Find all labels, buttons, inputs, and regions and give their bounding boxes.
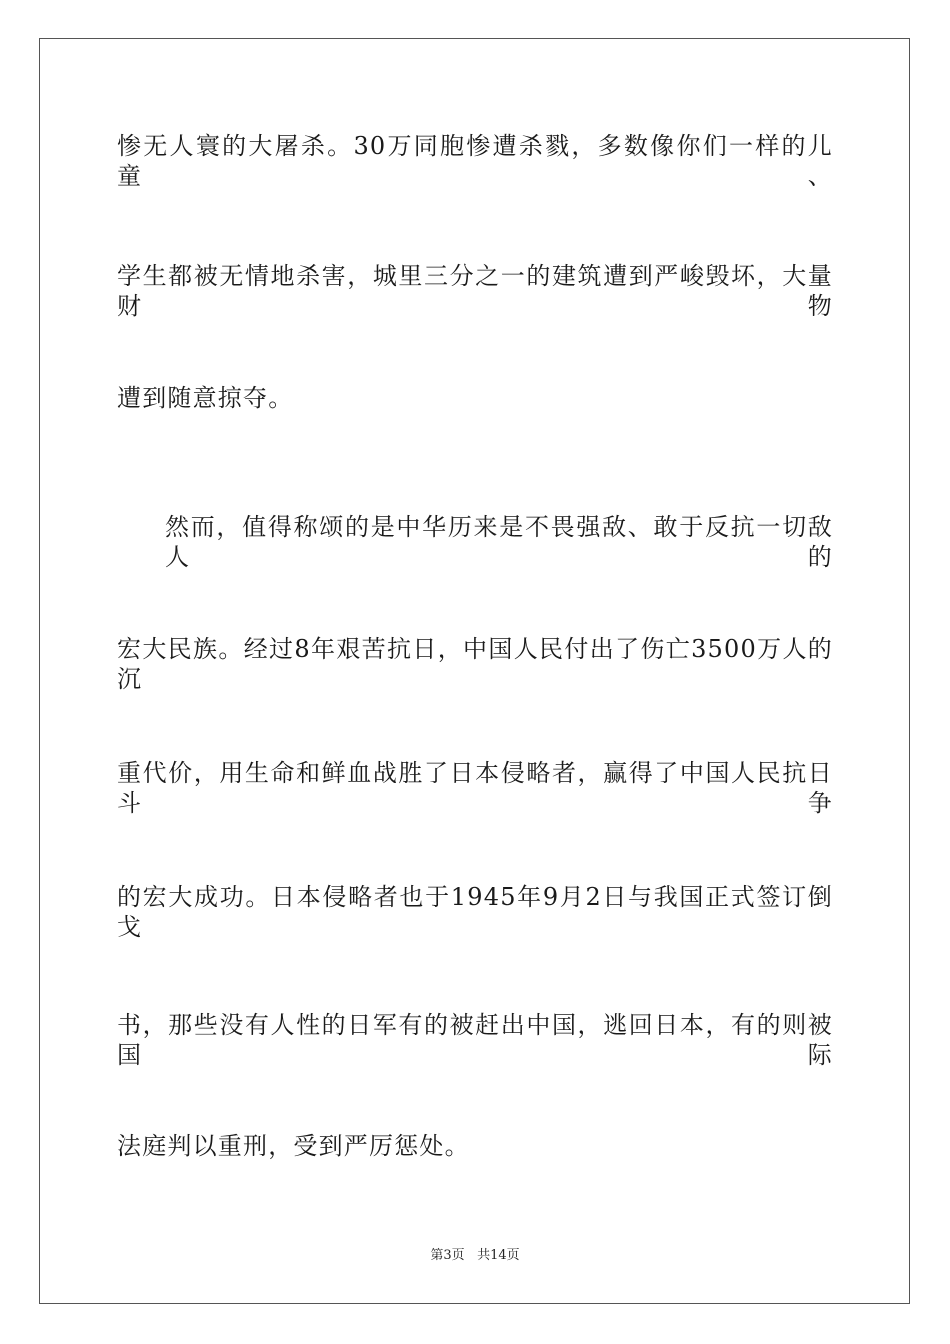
paragraph-2-line-1: 然而，值得称颂的是中华历来是不畏强敌、敢于反抗一切敌人的 <box>165 513 833 571</box>
paragraph-2-line-4: 的宏大成功。日本侵略者也于1945年9月2日与我国正式签订倒戈 <box>117 883 833 941</box>
paragraph-1-line-2: 学生都被无情地杀害，城里三分之一的建筑遭到严峻毁坏，大量财物 <box>117 262 833 320</box>
page-number: 第3页 <box>430 1248 465 1263</box>
page-footer <box>0 1248 950 1264</box>
paragraph-2-line-5: 书，那些没有人性的日军有的被赶出中国，逃回日本，有的则被国际 <box>117 1011 833 1069</box>
paragraph-1-line-1: 惨无人寰的大屠杀。30万同胞惨遭杀戮，多数像你们一样的儿童、 <box>117 132 833 190</box>
page-total: 共14页 <box>477 1248 520 1263</box>
paragraph-2-line-3: 重代价，用生命和鲜血战胜了日本侵略者，赢得了中国人民抗日斗争 <box>117 759 833 817</box>
paragraph-1-line-3: 遭到随意掠夺。 <box>117 384 294 412</box>
paragraph-2-line-6: 法庭判以重刑，受到严厉惩处。 <box>117 1132 470 1160</box>
paragraph-2-line-2: 宏大民族。经过8年艰苦抗日，中国人民付出了伤亡3500万人的沉 <box>117 635 833 693</box>
